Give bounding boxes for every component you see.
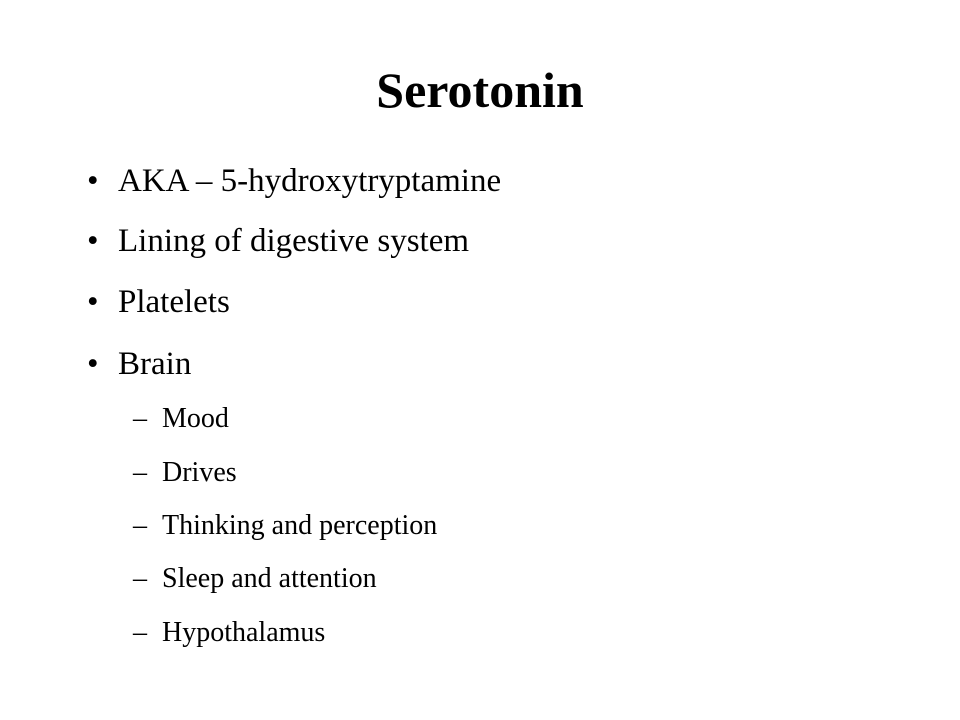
bullet-marker: •	[87, 223, 99, 259]
bullet-marker: •	[87, 163, 99, 199]
sub-bullet-text: Mood	[162, 403, 229, 434]
sub-bullet-text: Sleep and attention	[162, 563, 377, 594]
bullet-marker: •	[87, 346, 99, 382]
sub-bullet-marker: –	[133, 457, 147, 488]
sub-bullet-marker: –	[133, 403, 147, 434]
bullet-text: Brain	[118, 346, 192, 382]
slide-title: Serotonin	[376, 62, 584, 118]
sub-bullet-marker: –	[133, 617, 147, 648]
bullet-text: Lining of digestive system	[118, 223, 470, 259]
sub-bullet-text: Drives	[162, 457, 237, 488]
bullet-marker: •	[87, 284, 99, 320]
sub-bullet-marker: –	[133, 563, 147, 594]
sub-bullet-text: Hypothalamus	[162, 617, 326, 648]
sub-bullet-marker: –	[133, 510, 147, 541]
bullet-text: Platelets	[118, 284, 230, 320]
sub-bullet-text: Thinking and perception	[162, 510, 438, 541]
bullet-text: AKA – 5-hydroxytryptamine	[118, 163, 502, 199]
